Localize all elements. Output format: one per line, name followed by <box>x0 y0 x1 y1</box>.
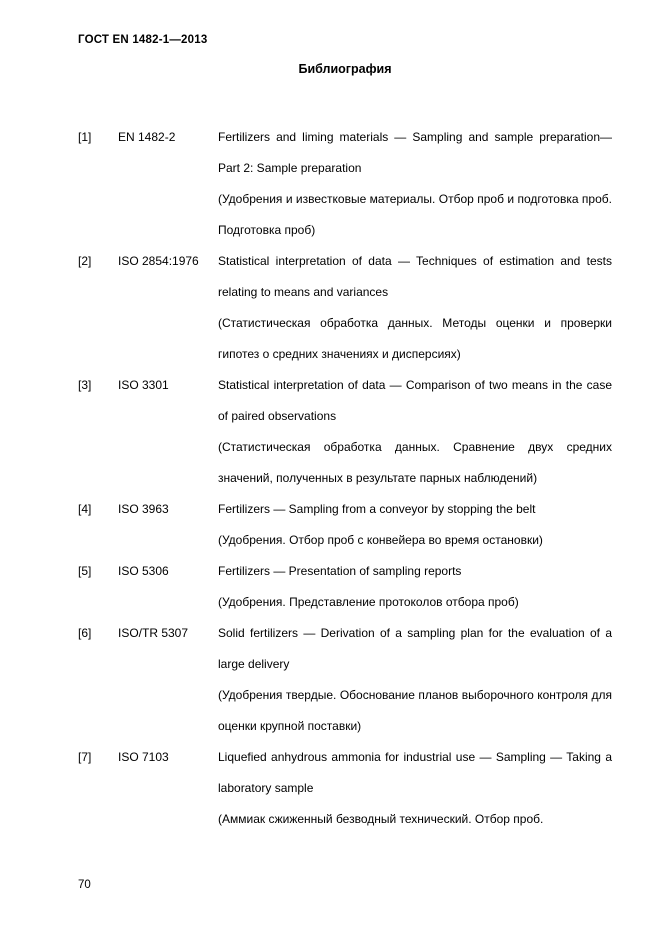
reference-entry <box>78 494 612 556</box>
reference-title-en: Statistical interpretation of data — Comparison of two means in the case of paired observations <box>218 378 612 423</box>
reference-number: [6] <box>78 626 92 640</box>
reference-entry <box>78 556 612 618</box>
reference-title-ru: (Удобрения. Отбор проб с конвейера во время остановки) <box>218 533 543 547</box>
reference-text <box>218 556 612 618</box>
reference-title-en: Statistical interpretation of data — Techniques of estimation and tests relating to means and variances <box>218 254 612 299</box>
page-number: 70 <box>78 879 91 891</box>
reference-code: ISO 7103 <box>118 750 169 764</box>
reference-text <box>218 122 612 246</box>
reference-title-ru: (Удобрения. Представление протоколов отбора проб) <box>218 595 519 609</box>
reference-entry <box>78 246 612 370</box>
reference-text <box>218 246 612 370</box>
reference-title-en: Fertilizers — Presentation of sampling reports <box>218 564 462 578</box>
reference-code: ISO/TR 5307 <box>118 626 189 640</box>
reference-title-ru: (Статистическая обработка данных. Сравнение двух средних значений, полученных в результате парных наблюдений) <box>218 440 612 485</box>
reference-entry <box>78 122 612 246</box>
reference-code: ISO 2854:1976 <box>118 254 199 268</box>
reference-title-en: Solid fertilizers — Derivation of a sampling plan for the evaluation of a large delivery <box>218 626 612 671</box>
reference-text <box>218 742 612 835</box>
reference-text <box>218 370 612 494</box>
reference-code: ISO 3301 <box>118 378 169 392</box>
doc-code: ГОСТ EN 1482-1—2013 <box>78 34 208 46</box>
reference-title-ru: (Удобрения твердые. Обоснование планов выборочного контроля для оценки крупной поставки) <box>218 688 612 733</box>
reference-number: [7] <box>78 750 92 764</box>
reference-title-ru: (Аммиак сжиженный безводный технический. Отбор проб. <box>218 812 544 826</box>
reference-title-en: Fertilizers and liming materials — Sampling and sample preparation— Part 2: Sample preparation <box>218 130 612 175</box>
reference-text <box>218 618 612 742</box>
reference-title-ru: (Удобрения и известковые материалы. Отбор проб и подготовка проб. Подготовка проб) <box>218 192 612 237</box>
reference-entry <box>78 370 612 494</box>
reference-number: [3] <box>78 378 92 392</box>
reference-title-en: Liquefied anhydrous ammonia for industrial use — Sampling — Taking a laboratory sample <box>218 750 612 795</box>
reference-number: [1] <box>78 130 92 144</box>
reference-title-en: Fertilizers — Sampling from a conveyor by stopping the belt <box>218 502 536 516</box>
reference-number: [2] <box>78 254 92 268</box>
page-title: Библиография <box>298 62 392 76</box>
reference-title-ru: (Статистическая обработка данных. Методы оценки и проверки гипотез о средних значениях и дисперсиях) <box>218 316 612 361</box>
reference-number: [4] <box>78 502 92 516</box>
reference-text <box>218 494 612 556</box>
reference-code: ISO 5306 <box>118 564 169 578</box>
reference-code: ISO 3963 <box>118 502 169 516</box>
reference-entry <box>78 742 612 835</box>
reference-entry <box>78 618 612 742</box>
reference-number: [5] <box>78 564 92 578</box>
reference-code: EN 1482-2 <box>118 130 176 144</box>
bibliography-list <box>78 122 612 835</box>
